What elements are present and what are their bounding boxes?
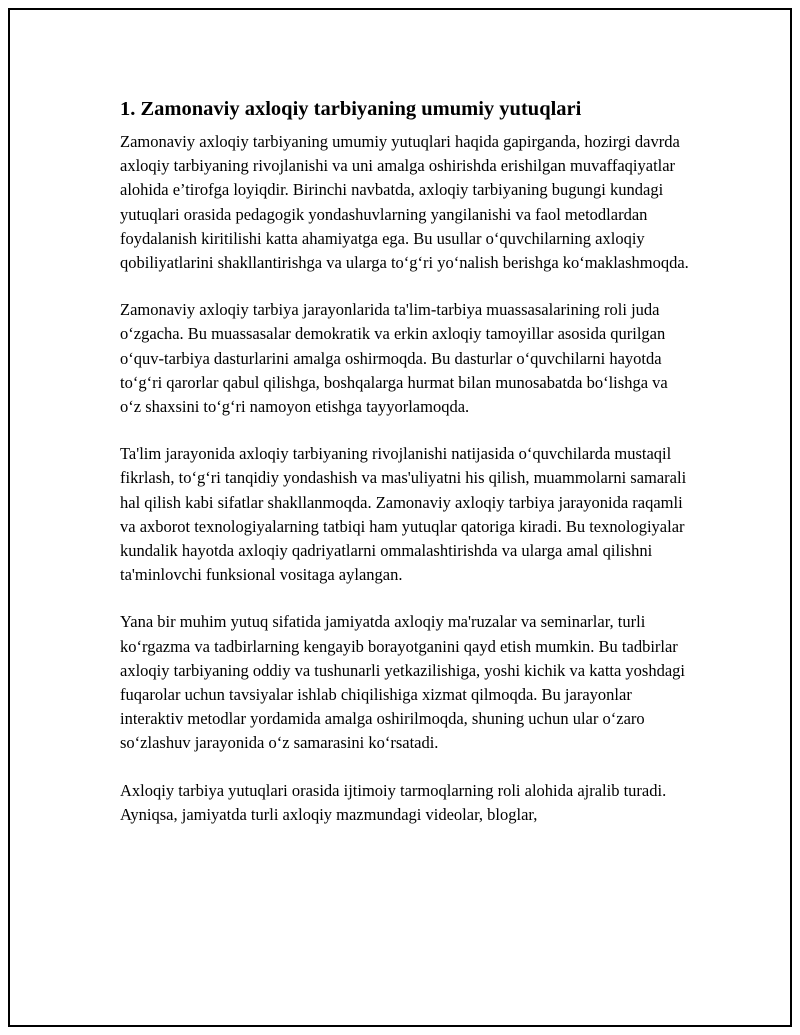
page-frame [8, 8, 792, 1027]
paragraph-1: Zamonaviy axloqiy tarbiyaning umumiy yutuqlari haqida gapirganda, hozirgi davrda axloqiy tarbiyaning rivojlanishi va uni amalga oshirishda erishilgan muvaffaqiyatlar alohida e’tirofga loyiqdir. Birinchi navbatda, axloqiy tarbiyaning bugungi kundagi yutuqlari orasida pedagogik yondashuvlarning yangilanishi va faol metodlardan foydalanish kiritilishi katta ahamiyatga ega. Bu usullar o‘quvchilarning axloqiy qobiliyatlarini shakllantirishga va ularga to‘g‘ri yo‘nalish berishga ko‘maklashmoqda. [120, 132, 689, 273]
paragraph-4: Yana bir muhim yutuq sifatida jamiyatda axloqiy ma'ruzalar va seminarlar, turli ko‘rgazma va tadbirlarning kengayib borayotganini qayd etish mumkin. Bu tadbirlar axloqiy tarbiyaning oddiy va tushunarli yetkazilishiga, yoshi kichik va katta yoshdagi fuqarolar uchun tavsiyalar ishlab chiqilishiga xizmat qilmoqda. Bu jarayonlar interaktiv metodlar yordamida amalga oshirilmoqda, shuning uchun ular o‘zaro so‘zlashuv jarayonida o‘z samarasini ko‘rsatadi. [120, 612, 686, 753]
paragraph-2: Zamonaviy axloqiy tarbiya jarayonlarida ta'lim-tarbiya muassasalarining roli juda o‘zgacha. Bu muassasalar demokratik va erkin axloqiy tamoyillar asosida qurilgan o‘quv-tarbiya dasturlarini amalga oshirmoqda. Bu dasturlar o‘quvchilarni hayotda to‘g‘ri qarorlar qabul qilishga, boshqalarga hurmat bilan munosabatda bo‘lishga va o‘z shaxsini to‘g‘ri namoyon etishga tayyorlamoqda. [120, 300, 668, 417]
document-body [120, 96, 692, 850]
section-heading: 1. Zamonaviy axloqiy tarbiyaning umumiy yutuqlari [120, 98, 582, 120]
paragraph-5: Axloqiy tarbiya yutuqlari orasida ijtimoiy tarmoqlarning roli alohida ajralib turadi. Ayniqsa, jamiyatda turli axloqiy mazmundagi videolar, bloglar, [120, 780, 667, 824]
paragraph-3: Ta'lim jarayonida axloqiy tarbiyaning rivojlanishi natijasida o‘quvchilarda mustaqil fikrlash, to‘g‘ri tanqidiy yondashish va mas'uliyatni his qilish, muammolarni samarali hal qilish kabi sifatlar shakllanmoqda. Zamonaviy axloqiy tarbiya jarayonida raqamli va axborot texnologiyalarning tatbiqi ham yutuqlar qatoriga kiradi. Bu texnologiyalar kundalik hayotda axloqiy qadriyatlarni ommalashtirishda va ularga amal qilishni ta'minlovchi funksional vositaga aylangan. [120, 444, 687, 585]
